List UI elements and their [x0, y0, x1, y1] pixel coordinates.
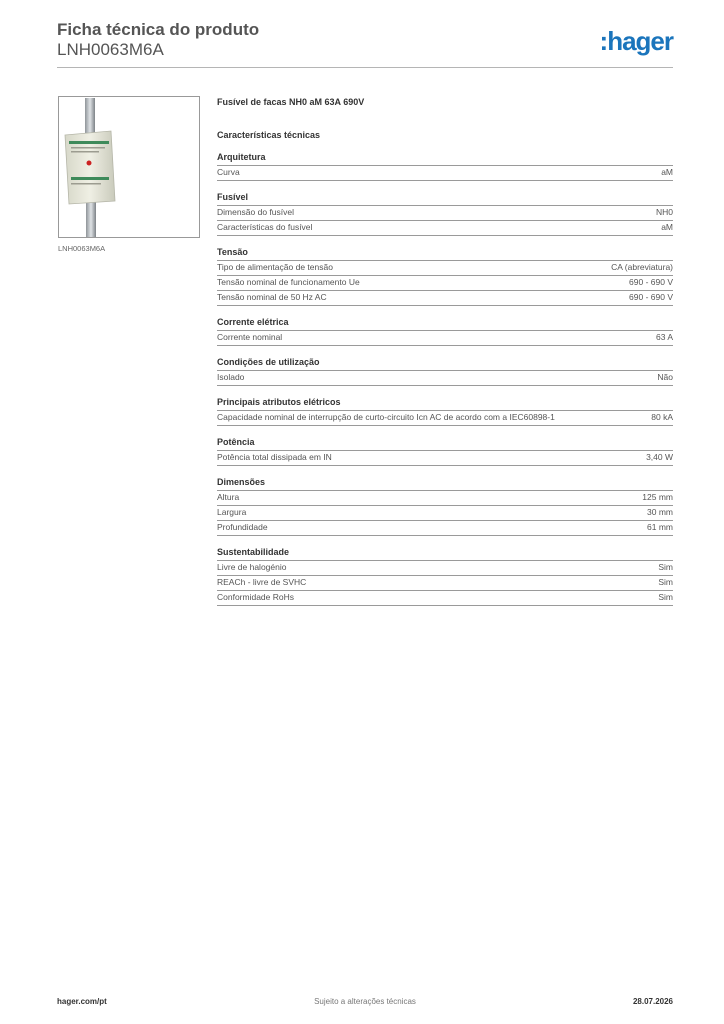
spec-label: Características do fusível — [217, 222, 313, 232]
spec-group — [217, 152, 673, 181]
spec-group-title: Sustentabilidade — [217, 547, 673, 561]
hager-logo — [600, 27, 673, 55]
product-specs — [217, 96, 673, 606]
spec-row — [217, 221, 673, 236]
spec-value: NH0 — [655, 207, 673, 217]
product-title: Fusível de facas NH0 aM 63A 690V — [217, 97, 365, 107]
spec-label: Tensão nominal de 50 Hz AC — [217, 292, 327, 302]
spec-value: 80 kA — [651, 412, 673, 422]
fuse-illustration-icon — [59, 97, 199, 237]
spec-label: Potência total dissipada em IN — [217, 452, 332, 462]
spec-group — [217, 437, 673, 466]
spec-label: Capacidade nominal de interrupção de curto-circuito Icn AC de acordo com a IEC60898-1 — [217, 412, 555, 422]
spec-group-title: Principais atributos elétricos — [217, 397, 673, 411]
spec-group-title: Dimensões — [217, 477, 673, 491]
spec-label: Tensão nominal de funcionamento Ue — [217, 277, 360, 287]
spec-group — [217, 247, 673, 306]
spec-row — [217, 451, 673, 466]
spec-value: 61 mm — [647, 522, 673, 532]
spec-row — [217, 206, 673, 221]
spec-group-title: Tensão — [217, 247, 673, 261]
spec-row — [217, 331, 673, 346]
image-caption: LNH0063M6A — [58, 244, 106, 253]
spec-row — [217, 371, 673, 386]
spec-label: Altura — [217, 492, 240, 502]
footer-website: hager.com/pt — [57, 997, 107, 1006]
spec-row — [217, 291, 673, 306]
footer-notice: Sujeito a alterações técnicas — [314, 997, 416, 1006]
spec-label: Livre de halogénio — [217, 562, 287, 572]
spec-row — [217, 261, 673, 276]
spec-group-title: Fusível — [217, 192, 673, 206]
spec-row — [217, 276, 673, 291]
spec-group — [217, 357, 673, 386]
spec-row — [217, 506, 673, 521]
spec-value: Sim — [658, 577, 673, 587]
spec-row — [217, 561, 673, 576]
spec-value: 63 A — [655, 332, 673, 342]
spec-label: Profundidade — [217, 522, 268, 532]
page-title: Ficha técnica do produto — [57, 20, 260, 39]
spec-label: Tipo de alimentação de tensão — [217, 262, 333, 272]
spec-value: Sim — [658, 592, 673, 602]
spec-label: REACh - livre de SVHC — [217, 577, 307, 587]
spec-value: Não — [657, 372, 673, 382]
spec-group — [217, 547, 673, 606]
specs-section-title: Características técnicas — [217, 130, 321, 140]
product-image — [58, 96, 200, 238]
spec-value: CA (abreviatura) — [611, 262, 673, 272]
spec-label: Conformidade RoHs — [217, 592, 295, 602]
page-header — [57, 20, 673, 60]
spec-label: Corrente nominal — [217, 332, 283, 342]
product-code: LNH0063M6A — [57, 40, 164, 59]
spec-group-title: Corrente elétrica — [217, 317, 673, 331]
spec-group — [217, 477, 673, 536]
spec-value: aM — [661, 167, 673, 177]
spec-group-title: Condições de utilização — [217, 357, 673, 371]
spec-label: Isolado — [217, 372, 245, 382]
spec-value: 690 - 690 V — [629, 292, 673, 302]
spec-row — [217, 166, 673, 181]
spec-value: Sim — [658, 562, 673, 572]
spec-groups — [217, 152, 673, 606]
spec-row — [217, 576, 673, 591]
spec-group — [217, 317, 673, 346]
spec-value: 3,40 W — [646, 452, 673, 462]
spec-row — [217, 411, 673, 426]
logo-text: hager — [607, 26, 673, 56]
spec-group — [217, 192, 673, 236]
spec-label: Curva — [217, 167, 240, 177]
header-divider — [57, 67, 673, 68]
spec-row — [217, 591, 673, 606]
spec-row — [217, 521, 673, 536]
spec-label: Largura — [217, 507, 247, 517]
spec-group-title: Arquitetura — [217, 152, 673, 166]
spec-group-title: Potência — [217, 437, 673, 451]
spec-label: Dimensão do fusível — [217, 207, 295, 217]
logo-dots: : — [599, 26, 608, 56]
spec-group — [217, 397, 673, 426]
spec-value: aM — [661, 222, 673, 232]
spec-row — [217, 491, 673, 506]
spec-value: 690 - 690 V — [629, 277, 673, 287]
spec-value: 30 mm — [647, 507, 673, 517]
footer-date: 28.07.2026 — [632, 997, 673, 1006]
spec-value: 125 mm — [642, 492, 673, 502]
